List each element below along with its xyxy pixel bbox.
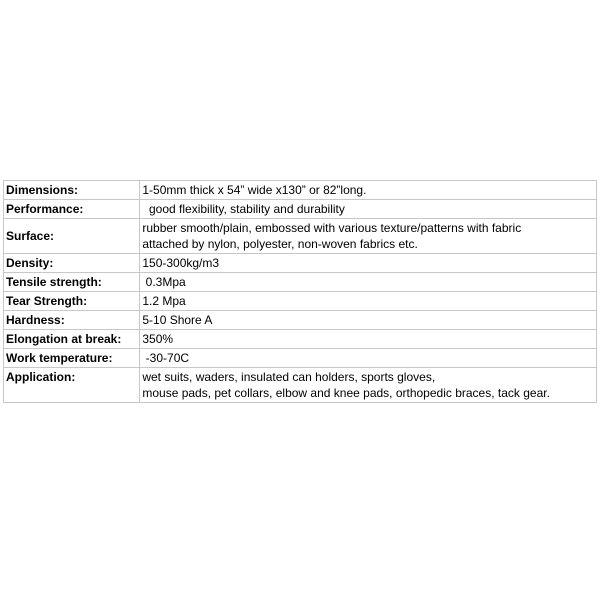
row-label-performance: Performance:	[4, 200, 140, 219]
row-value-tensile-strength: 0.3Mpa	[140, 273, 597, 292]
surface-line-2: attached by nylon, polyester, non-woven fabrics etc.	[142, 237, 418, 251]
surface-line-1: rubber smooth/plain, embossed with various texture/patterns with fabric	[142, 221, 522, 235]
row-label-surface: Surface:	[4, 219, 140, 254]
row-label-dimensions: Dimensions:	[4, 181, 140, 200]
table-row	[4, 181, 597, 200]
row-value-performance: good flexibility, stability and durability	[140, 200, 597, 219]
specifications-table	[3, 180, 597, 403]
table-row	[4, 368, 597, 403]
row-label-hardness: Hardness:	[4, 311, 140, 330]
row-label-elongation-at-break: Elongation at break:	[4, 330, 140, 349]
row-value-elongation-at-break: 350%	[140, 330, 597, 349]
row-value-density: 150-300kg/m3	[140, 254, 597, 273]
row-value-hardness: 5-10 Shore A	[140, 311, 597, 330]
table-row	[4, 273, 597, 292]
row-label-density: Density:	[4, 254, 140, 273]
table-row	[4, 292, 597, 311]
application-line-1: wet suits, waders, insulated can holders, sports gloves,	[142, 370, 436, 384]
row-label-application: Application:	[4, 368, 140, 403]
table-row	[4, 311, 597, 330]
row-value-tear-strength: 1.2 Mpa	[140, 292, 597, 311]
table-row	[4, 330, 597, 349]
row-label-tear-strength: Tear Strength:	[4, 292, 140, 311]
row-value-work-temperature: -30-70C	[140, 349, 597, 368]
table-row	[4, 254, 597, 273]
table-row	[4, 219, 597, 254]
table-row	[4, 349, 597, 368]
application-line-2: mouse pads, pet collars, elbow and knee pads, orthopedic braces, tack gear.	[142, 386, 550, 400]
row-value-dimensions: 1-50mm thick x 54” wide x130” or 82”long.	[140, 181, 597, 200]
row-value-application	[140, 368, 597, 403]
row-label-work-temperature: Work temperature:	[4, 349, 140, 368]
row-label-tensile-strength: Tensile strength:	[4, 273, 140, 292]
row-value-surface	[140, 219, 597, 254]
table-row	[4, 200, 597, 219]
